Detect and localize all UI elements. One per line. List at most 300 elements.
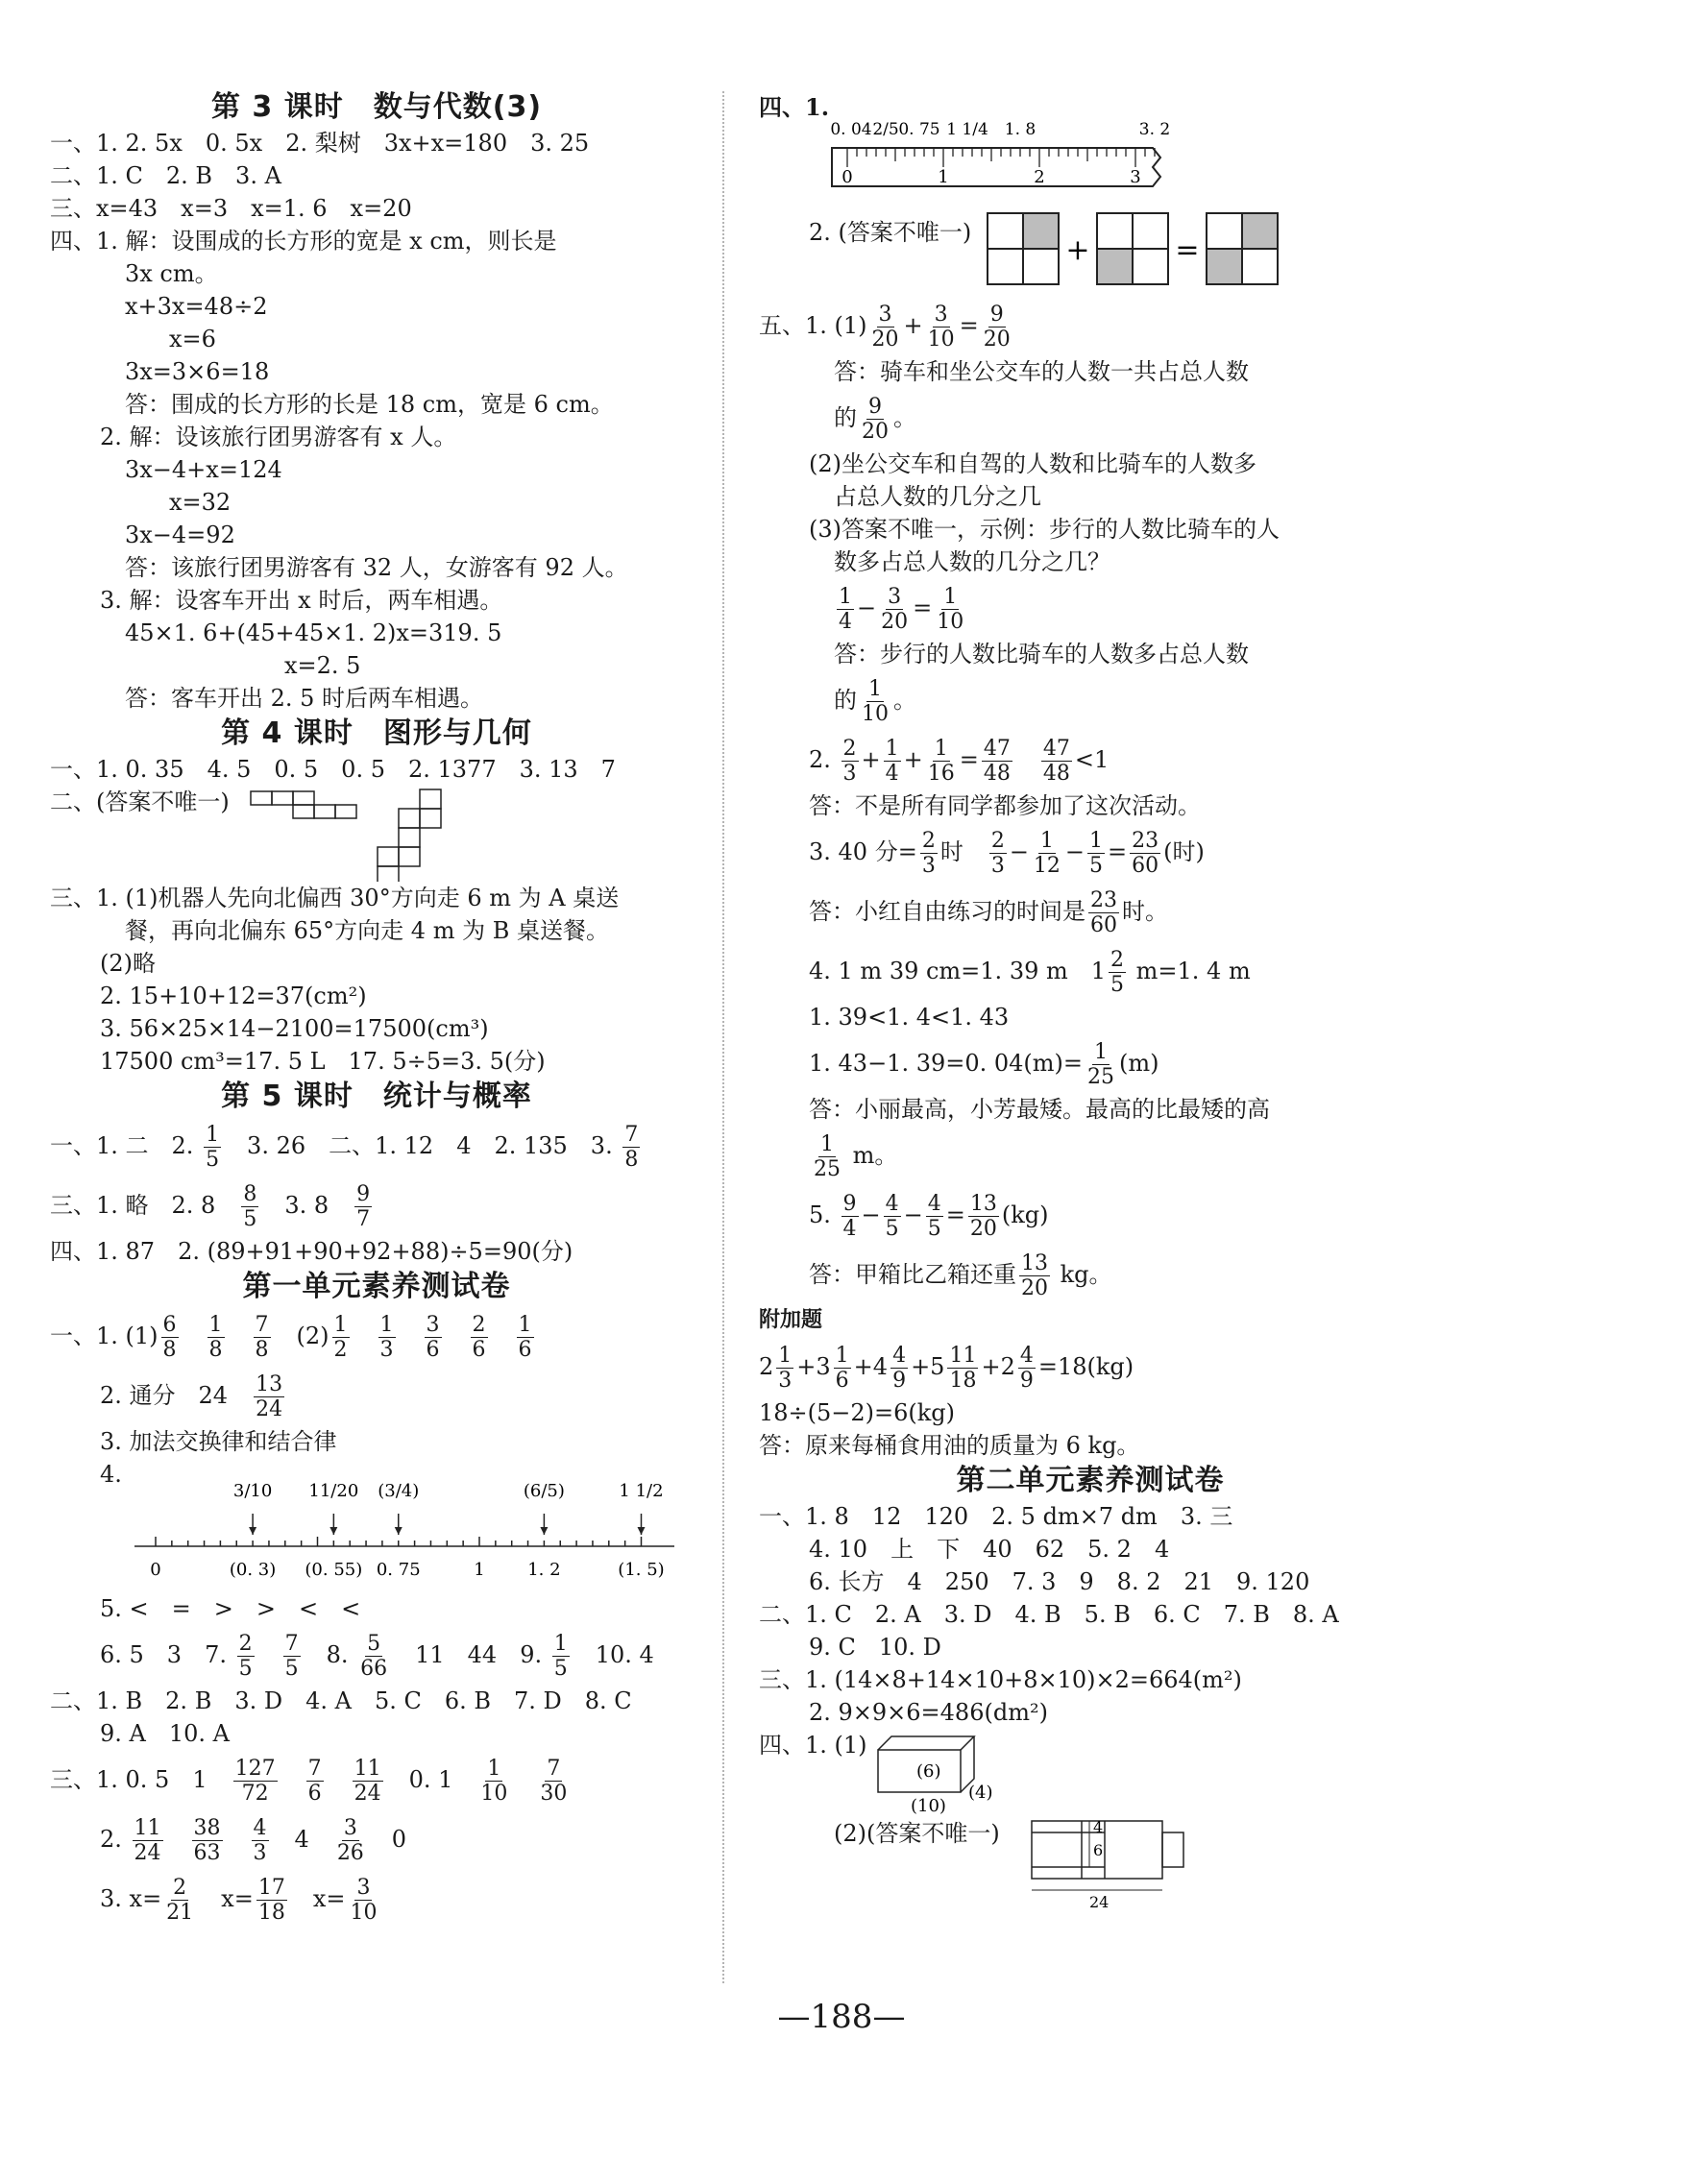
answer-text: 8. [303, 1641, 356, 1668]
answer-text: 四、1. (1) [759, 1732, 867, 1759]
fraction-denominator: 8 [208, 1338, 223, 1362]
answer-text: 。 [893, 404, 916, 431]
fraction-numerator: 2 [990, 829, 1005, 853]
answer-text: (m) [1119, 1050, 1159, 1077]
fraction [1130, 829, 1160, 878]
answer-line [759, 296, 1422, 355]
squares-figure [759, 204, 1422, 296]
fraction-denominator: 8 [255, 1338, 269, 1362]
number-line-fraction-label: 11/20 [308, 1481, 359, 1501]
fraction-denominator: 3 [778, 1369, 793, 1393]
fraction-numerator: 4 [927, 1192, 941, 1216]
answer-line: 占总人数的几分之几 [834, 483, 1041, 510]
answer-line: 5. < = > > < < [100, 1595, 361, 1622]
fraction-denominator: 21 [166, 1901, 194, 1925]
fraction [354, 1182, 372, 1231]
answer-line: 四、1. 87 2. (89+91+90+92+88)÷5=90(分) [50, 1238, 573, 1265]
fraction [926, 303, 957, 352]
fraction-denominator: 48 [1042, 762, 1070, 786]
fraction [252, 1816, 269, 1865]
answer-text: <1 [1074, 746, 1110, 773]
column-divider [722, 91, 724, 1983]
answer-line: 答：该旅行团男游客有 32 人，女游客有 92 人。 [125, 554, 628, 581]
fraction [884, 1192, 901, 1241]
number-line-tick-label: 0. 75 [376, 1560, 421, 1580]
fraction-denominator: 5 [553, 1657, 568, 1681]
fraction [982, 737, 1012, 786]
fraction-denominator: 5 [1110, 973, 1125, 997]
fraction-numerator: 3 [426, 1313, 440, 1337]
fraction-denominator: 20 [969, 1217, 997, 1241]
answer-line: 二、1. B 2. B 3. D 4. A 5. C 6. B 7. D 8. C [50, 1687, 632, 1714]
fraction-denominator: 10 [937, 610, 964, 634]
cuboid-answer [759, 1729, 1422, 1817]
answer-text [399, 1323, 422, 1349]
answer-line: 一、1. 0. 35 4. 5 0. 5 0. 5 2. 1377 3. 13 7 [50, 756, 616, 783]
answer-text: + [861, 746, 881, 773]
fraction [353, 1757, 383, 1806]
left-column [50, 88, 703, 1929]
answer-text: 。 [893, 687, 916, 714]
number-line-svg [50, 1458, 703, 1592]
answer-text: (2)(答案不唯一) [834, 1820, 1000, 1847]
plus-sign: + [1065, 233, 1090, 267]
fraction-denominator: 5 [927, 1217, 941, 1241]
fraction-numerator: 9 [989, 303, 1004, 327]
fraction-denominator: 20 [983, 328, 1011, 352]
net-dimension-label: 24 [1089, 1893, 1110, 1911]
fraction-denominator: 63 [193, 1841, 221, 1865]
fraction-numerator: 1 [885, 737, 899, 761]
fraction-numerator: 38 [193, 1816, 221, 1840]
fraction-denominator: 20 [881, 610, 909, 634]
answer-text [445, 1323, 468, 1349]
answer-text [257, 1641, 280, 1668]
fraction-numerator: 7 [284, 1632, 299, 1656]
answer-line [50, 1809, 703, 1869]
answer-text: =18(kg) [1037, 1353, 1134, 1380]
fraction-numerator: 8 [243, 1182, 257, 1206]
answer-text [491, 1323, 514, 1349]
answer-text [226, 1826, 249, 1853]
fraction-numerator: 1 [839, 585, 852, 609]
fraction-numerator: 47 [1042, 737, 1070, 761]
answer-line: 3x cm。 [125, 260, 218, 287]
answer-text: 二、(答案不唯一) [50, 789, 230, 815]
answer-text: kg。 [1053, 1261, 1112, 1288]
answer-line [759, 730, 1422, 789]
answer-line: 四、1. 解：设围成的长方形的宽是 x cm，则长是 [50, 228, 557, 255]
page-number: —188— [777, 1998, 906, 2036]
answer-text: 三、1. 0. 5 1 [50, 1766, 231, 1793]
fraction-denominator: 20 [862, 420, 889, 444]
fraction-denominator: 5 [1089, 854, 1104, 878]
fraction-numerator: 11 [949, 1344, 977, 1368]
answer-text: 6. 5 3 7. [100, 1641, 234, 1668]
answer-line: 答：原来每桶食用油的质量为 6 kg。 [759, 1432, 1140, 1459]
fraction-numerator: 2 [238, 1632, 253, 1656]
fraction [378, 1313, 396, 1362]
answer-text [353, 1323, 376, 1349]
fraction-numerator: 2 [842, 737, 857, 761]
fraction [860, 395, 890, 444]
answer-text [228, 1323, 251, 1349]
fraction [842, 1192, 859, 1241]
answer-text: 2. [100, 1826, 130, 1853]
fraction-numerator: 1 [778, 1344, 793, 1368]
fraction-denominator: 6 [426, 1338, 440, 1362]
cuboid-figure [872, 1729, 1064, 1817]
fraction-numerator: 6 [162, 1313, 177, 1337]
fraction-denominator: 6 [518, 1338, 532, 1362]
fraction-numerator: 7 [547, 1757, 561, 1781]
answer-line [759, 1245, 1422, 1304]
ruler-tick-label: 0 [842, 167, 853, 187]
answer-text: = [945, 1201, 965, 1228]
bonus-heading: 附加题 [759, 1308, 823, 1332]
fraction [204, 1123, 221, 1172]
answer-text: 0 [368, 1826, 407, 1853]
fraction-numerator: 7 [624, 1123, 639, 1147]
answer-text: (2) [273, 1323, 329, 1349]
cuboid-net-figure [1028, 1817, 1258, 1913]
fraction-numerator: 9 [356, 1182, 371, 1206]
fraction [358, 1632, 389, 1681]
answer-text: x= [289, 1885, 346, 1912]
answer-line: 9. A 10. A [100, 1720, 230, 1747]
fraction-numerator: 1 [1089, 829, 1104, 853]
fraction-denominator: 20 [1021, 1276, 1048, 1300]
fraction-numerator: 11 [354, 1757, 381, 1781]
net-dimension-label: 4 [1093, 1818, 1104, 1836]
answer-line: 三、1. (14×8+14×10+8×10)×2=664(m²) [759, 1666, 1242, 1693]
fraction-denominator: 18 [257, 1901, 285, 1925]
answer-line: 三、x=43 x=3 x=1. 6 x=20 [50, 195, 412, 222]
fraction [982, 303, 1012, 352]
answer-text: 的 [834, 687, 857, 714]
fraction-numerator: 1 [835, 1344, 849, 1368]
fraction-denominator: 48 [983, 762, 1011, 786]
answer-text: 时 [939, 838, 987, 865]
answer-line: 9. C 10. D [809, 1634, 941, 1661]
fraction [935, 585, 965, 634]
fraction-denominator: 30 [540, 1782, 568, 1806]
answer-line: 3. 加法交换律和结合律 [100, 1428, 337, 1455]
answer-text: = [959, 312, 979, 339]
fraction-numerator: 4 [885, 1192, 899, 1216]
fraction [926, 1192, 943, 1241]
fraction-denominator: 10 [480, 1782, 508, 1806]
answer-text: m=1. 4 m [1129, 958, 1251, 984]
answer-text: 3. 40 分= [809, 838, 917, 865]
number-line-fraction-label: (3/4) [378, 1481, 420, 1501]
number-line-tick-label: 0 [150, 1560, 161, 1580]
answer-line: 答：步行的人数比骑车的人数多占总人数 [834, 641, 1249, 667]
fraction-numerator: 4 [1019, 1344, 1034, 1368]
fraction-numerator: 17 [257, 1876, 285, 1900]
answer-text: 2 [759, 1353, 774, 1380]
fraction [517, 1313, 534, 1362]
answer-line [50, 1869, 703, 1929]
answer-text: 一、1. 二 2. [50, 1132, 202, 1159]
fraction-numerator: 7 [307, 1757, 322, 1781]
net-dimension-label: 6 [1093, 1841, 1104, 1859]
fraction-numerator: 1 [1039, 829, 1054, 853]
fraction-numerator: 9 [842, 1192, 857, 1216]
answer-line [759, 1337, 1422, 1396]
answer-text [280, 1766, 304, 1793]
fraction-numerator: 47 [983, 737, 1011, 761]
fraction-denominator: 24 [354, 1782, 381, 1806]
right-column [759, 88, 1422, 1913]
fraction-numerator: 5 [367, 1632, 381, 1656]
number-line-tick-label: 1. 2 [527, 1560, 561, 1580]
answer-text [182, 1323, 205, 1349]
answer-text: 4. 1 m 39 cm=1. 39 m 1 [809, 958, 1107, 984]
fraction [348, 1876, 378, 1925]
fraction [947, 1344, 978, 1393]
answer-line [759, 670, 1422, 730]
equals-sign: = [1175, 233, 1200, 267]
fraction-numerator: 2 [173, 1876, 187, 1900]
answer-line [50, 1306, 703, 1366]
fraction-denominator: 26 [336, 1841, 364, 1865]
ruler-value-label: 1 1/4 [946, 120, 988, 139]
answer-text: x= [198, 1885, 254, 1912]
answer-line: 二、1. C 2. A 3. D 4. B 5. B 6. C 7. B 8. A [759, 1601, 1339, 1628]
answer-line [50, 1176, 703, 1235]
fraction-denominator: 5 [284, 1657, 299, 1681]
ruler-value-label: 2/5 [872, 120, 899, 139]
answer-text: − [857, 595, 877, 621]
answer-text: (时) [1163, 838, 1205, 865]
fraction [538, 1757, 569, 1806]
fraction-numerator: 2 [921, 829, 936, 853]
answer-line: 2. 9×9×6=486(dm²) [809, 1699, 1048, 1726]
ruler-value-label: 1. 8 [1004, 120, 1037, 139]
fraction [920, 829, 938, 878]
question-number: 4. [100, 1461, 122, 1488]
fraction-numerator: 23 [1132, 829, 1159, 853]
ruler-value-label: 3. 2 [1138, 120, 1171, 139]
fraction-denominator: 24 [256, 1397, 283, 1421]
fraction [332, 1313, 350, 1362]
fraction-denominator: 18 [949, 1369, 977, 1393]
answer-line: 餐，再向北偏东 65°方向走 4 m 为 B 桌送餐。 [125, 917, 609, 944]
answer-text: 五、1. (1) [759, 312, 867, 339]
fraction [425, 1313, 442, 1362]
fraction-denominator: 10 [927, 328, 955, 352]
fraction-denominator: 12 [1033, 854, 1061, 878]
answer-text: + [903, 746, 923, 773]
fraction [860, 677, 890, 726]
answer-line [759, 941, 1422, 1001]
fraction-numerator: 1 [487, 1757, 501, 1781]
number-line-answer [50, 1458, 703, 1592]
answer-text: 3. 8 [261, 1192, 353, 1219]
number-line-tick-label: (0. 55) [305, 1560, 363, 1580]
fraction [471, 1313, 488, 1362]
fraction [989, 829, 1007, 878]
fraction [164, 1876, 195, 1925]
answer-text: 三、1. 略 2. 8 [50, 1192, 239, 1219]
ruler-svg [759, 88, 1422, 204]
answer-line: 答：围成的长方形的长是 18 cm，宽是 6 cm。 [125, 391, 614, 418]
answer-line: 一、1. 8 12 120 2. 5 dm×7 dm 3. 三 [759, 1503, 1233, 1530]
answer-line: (2)略 [100, 950, 156, 977]
fraction-denominator: 3 [990, 854, 1005, 878]
squares-label: 2. (答案不唯一) [809, 219, 972, 246]
fraction-numerator: 7 [255, 1313, 269, 1337]
fraction [254, 1372, 284, 1421]
answer-text: − [903, 1201, 923, 1228]
fraction-denominator: 4 [885, 762, 899, 786]
fraction-numerator: 1 [553, 1632, 568, 1656]
fraction-denominator: 66 [360, 1657, 388, 1681]
answer-text: 的 [834, 404, 857, 431]
answer-text: +3 [796, 1353, 831, 1380]
answer-line: 一、1. 2. 5x 0. 5x 2. 梨树 3x+x=180 3. 25 [50, 130, 590, 157]
fraction-numerator: 4 [892, 1344, 907, 1368]
fraction [241, 1182, 258, 1231]
answer-text: 答：甲箱比乙箱还重 [809, 1261, 1016, 1288]
fraction-denominator: 60 [1132, 854, 1159, 878]
fraction [237, 1632, 255, 1681]
fraction [926, 737, 957, 786]
answer-line: 6. 长方 4 250 7. 3 9 8. 2 21 9. 120 [809, 1568, 1310, 1595]
answer-line: 答：客车开出 2. 5 时后两车相遇。 [125, 685, 484, 712]
answer-text [166, 1826, 189, 1853]
cube-nets-figure [247, 786, 497, 882]
fraction [1018, 1344, 1036, 1393]
fraction-numerator: 1 [868, 677, 882, 701]
cuboid-dimension-label: (4) [968, 1783, 993, 1803]
fraction-numerator: 1 [208, 1313, 223, 1337]
answer-text: 一、1. (1) [50, 1323, 159, 1349]
answer-text: = [1108, 838, 1128, 865]
answer-line: x=32 [146, 489, 232, 516]
answer-line: 答：小丽最高，小芳最矮。最高的比最矮的高 [809, 1096, 1270, 1123]
fraction-numerator: 23 [1090, 888, 1117, 912]
section-heading: 第 5 课时 统计与概率 [221, 1080, 532, 1113]
fraction-denominator: 16 [927, 762, 955, 786]
answer-line [50, 1116, 703, 1176]
fraction [870, 303, 901, 352]
fraction-denominator: 8 [624, 1148, 639, 1172]
ruler-tick-label: 2 [1034, 167, 1045, 187]
fraction-denominator: 10 [350, 1901, 378, 1925]
net-answer [50, 786, 703, 882]
fraction [1088, 888, 1119, 937]
answer-line: 答：不是所有同学都参加了这次活动。 [809, 792, 1201, 819]
answer-line: 二、1. C 2. B 3. A [50, 162, 281, 189]
fraction [812, 1132, 842, 1181]
answer-line [759, 1185, 1422, 1245]
answer-text [327, 1766, 350, 1793]
answer-text: 2. 通分 24 [100, 1382, 252, 1409]
answer-line: 18÷(5−2)=6(kg) [759, 1399, 956, 1426]
fraction-denominator: 3 [379, 1338, 394, 1362]
section-heading: 第 3 课时 数与代数(3) [210, 90, 543, 124]
answer-text: 3. x= [100, 1885, 162, 1912]
section-heading: 第二单元素养测试卷 [956, 1464, 1225, 1497]
fraction [254, 1313, 271, 1362]
fraction-denominator: 9 [1019, 1369, 1034, 1393]
number-line-tick-label: (1. 5) [618, 1560, 665, 1580]
fraction-numerator: 13 [1021, 1251, 1048, 1275]
answer-line [759, 822, 1422, 882]
answer-text: − [1009, 838, 1029, 865]
answer-text: + [903, 312, 923, 339]
answer-line [50, 1625, 703, 1685]
answer-text: − [861, 1201, 881, 1228]
fraction-numerator: 2 [1110, 948, 1125, 972]
answer-text: 时。 [1122, 898, 1168, 925]
answer-text: 答：小红自由练习的时间是 [809, 898, 1085, 925]
fraction-numerator: 1 [379, 1313, 394, 1337]
fraction-denominator: 3 [253, 1841, 267, 1865]
fraction-denominator: 3 [842, 762, 857, 786]
answer-line: (3)答案不唯一，示例：步行的人数比骑车的人 [809, 516, 1280, 543]
fraction-denominator: 4 [842, 1217, 857, 1241]
fraction-denominator: 4 [839, 610, 852, 634]
fraction [192, 1816, 223, 1865]
fraction-denominator: 7 [356, 1207, 371, 1231]
answer-text: 10. 4 [572, 1641, 654, 1668]
fraction-numerator: 9 [868, 395, 882, 419]
fraction-numerator: 1 [518, 1313, 532, 1337]
fraction-denominator: 6 [835, 1369, 849, 1393]
fraction [256, 1876, 287, 1925]
fraction [1109, 948, 1126, 997]
answer-line: 3x−4=92 [125, 522, 235, 548]
answer-text: +2 [981, 1353, 1015, 1380]
fraction [283, 1632, 301, 1681]
number-line-tick-label: 1 [474, 1560, 485, 1580]
answer-line [759, 388, 1422, 448]
answer-line: 三、1. (1)机器人先向北偏西 30°方向走 6 m 为 A 桌送 [50, 885, 620, 911]
answer-line: 答：骑车和坐公交车的人数一共占总人数 [834, 358, 1249, 385]
section-heading: 第 4 课时 图形与几何 [221, 716, 532, 750]
fraction-denominator: 5 [238, 1657, 253, 1681]
fraction-numerator: 4 [253, 1816, 267, 1840]
number-line-fraction-label: 3/10 [232, 1481, 273, 1501]
answer-text: +5 [911, 1353, 945, 1380]
fraction [335, 1816, 366, 1865]
fraction [1019, 1251, 1050, 1300]
ruler-value-label: 0. 04 [830, 120, 872, 139]
fraction [879, 585, 910, 634]
answer-text: 3. 26 二、1. 12 4 2. 135 3. [224, 1132, 621, 1159]
fraction [968, 1192, 999, 1241]
answer-line: 2. 15+10+12=37(cm²) [100, 983, 367, 1009]
answer-text: 1. 43−1. 39=0. 04(m)= [809, 1050, 1084, 1077]
answer-line [759, 1033, 1422, 1093]
fraction-denominator: 6 [307, 1782, 322, 1806]
fraction-numerator: 11 [134, 1816, 161, 1840]
number-line-fraction-label: (6/5) [523, 1481, 565, 1501]
fraction-numerator: 127 [234, 1757, 276, 1781]
answer-line: 4. 10 上 下 40 62 5. 2 4 [809, 1536, 1170, 1563]
fraction [842, 737, 859, 786]
answer-line: (2)坐公交车和自驾的人数和比骑车的人数多 [809, 450, 1256, 477]
fraction [478, 1757, 509, 1806]
answer-text: − [1064, 838, 1085, 865]
fraction-denominator: 60 [1090, 913, 1117, 937]
fraction-denominator: 25 [1087, 1065, 1115, 1089]
answer-text: 4 [271, 1826, 332, 1853]
fraction-numerator: 1 [333, 1313, 348, 1337]
